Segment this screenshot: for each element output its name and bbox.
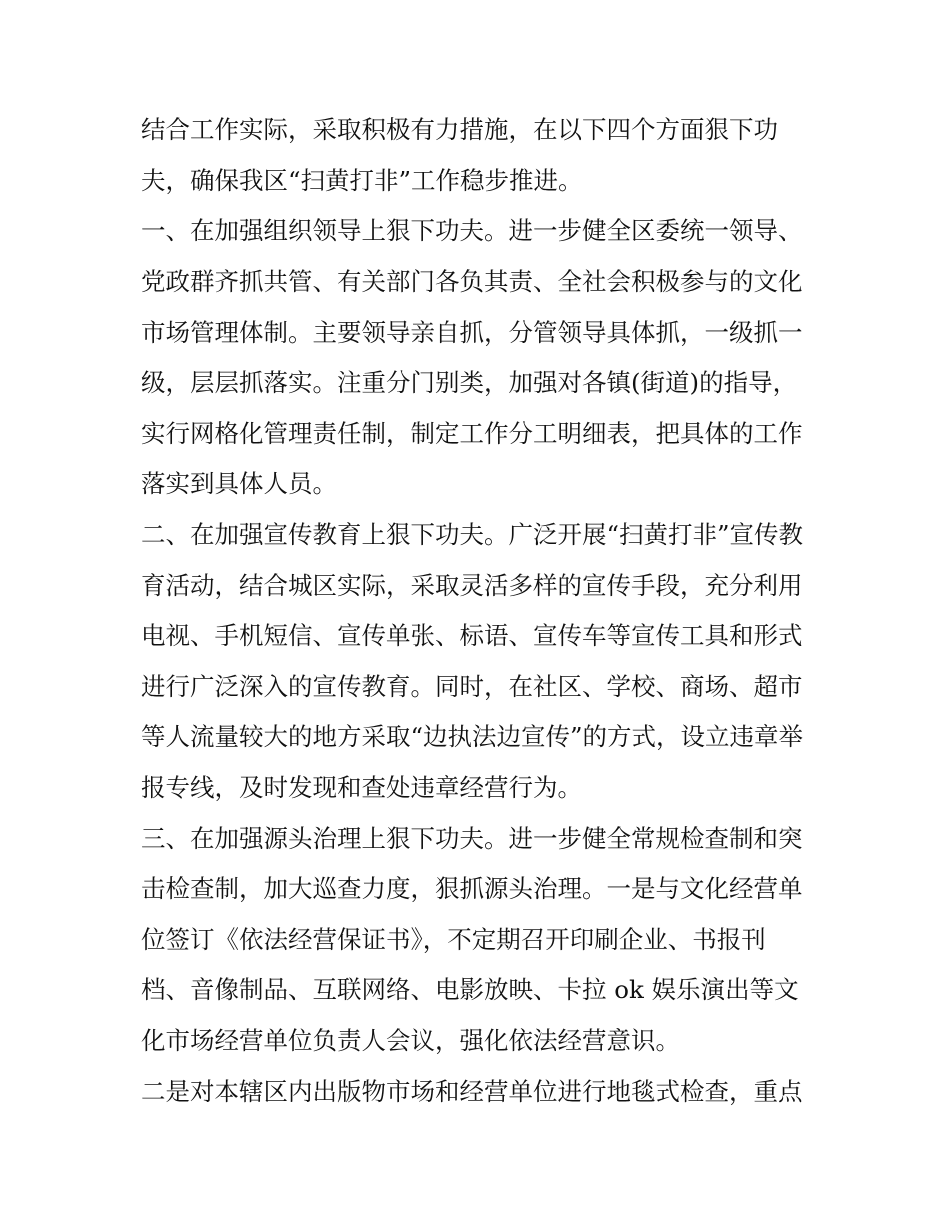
text-line: 电视、手机短信、宣传单张、标语、宣传车等宣传工具和形式 [141, 621, 803, 650]
text-line: 级，层层抓落实。注重分门别类，加强对各镇(街道)的指导， [141, 368, 798, 397]
text-line: 育活动，结合城区实际，采取灵活多样的宣传手段，充分利用 [141, 571, 803, 600]
text-line: 等人流量较大的地方采取“边执法边宣传”的方式，设立违章举 [141, 722, 804, 751]
text-line: 落实到具体人员。 [141, 469, 337, 498]
text-line: 化市场经营单位负责人会议，强化依法经营意识。 [141, 1026, 680, 1055]
text-line: 三、在加强源头治理上狠下功夫。进一步健全常规检查制和突 [141, 824, 803, 853]
text-line: 实行网格化管理责任制，制定工作分工明细表，把具体的工作 [141, 419, 803, 448]
text-line: 档、音像制品、互联网络、电影放映、卡拉 ok 娱乐演出等文 [141, 975, 799, 1004]
text-line: 市场管理体制。主要领导亲自抓，分管领导具体抓，一级抓一 [141, 318, 803, 347]
text-line: 结合工作实际，采取积极有力措施，在以下四个方面狠下功 [141, 115, 778, 144]
text-line: 报专线，及时发现和查处违章经营行为。 [141, 773, 582, 802]
text-line: 党政群齐抓共管、有关部门各负其责、全社会积极参与的文化 [141, 267, 803, 296]
text-line: 击检查制，加大巡查力度，狠抓源头治理。一是与文化经营单 [141, 874, 803, 903]
text-line: 位签订《依法经营保证书》，不定期召开印刷企业、书报刊 [141, 925, 766, 954]
text-line: 夫，确保我区“扫黄打非”工作稳步推进。 [141, 166, 583, 195]
text-line: 进行广泛深入的宣传教育。同时，在社区、学校、商场、超市 [141, 672, 803, 701]
text-line: 一、在加强组织领导上狠下功夫。进一步健全区委统一领导、 [141, 216, 803, 245]
text-line: 二是对本辖区内出版物市场和经营单位进行地毯式检查，重点 [141, 1077, 803, 1106]
text-line: 二、在加强宣传教育上狠下功夫。广泛开展“扫黄打非”宣传教 [141, 520, 804, 549]
